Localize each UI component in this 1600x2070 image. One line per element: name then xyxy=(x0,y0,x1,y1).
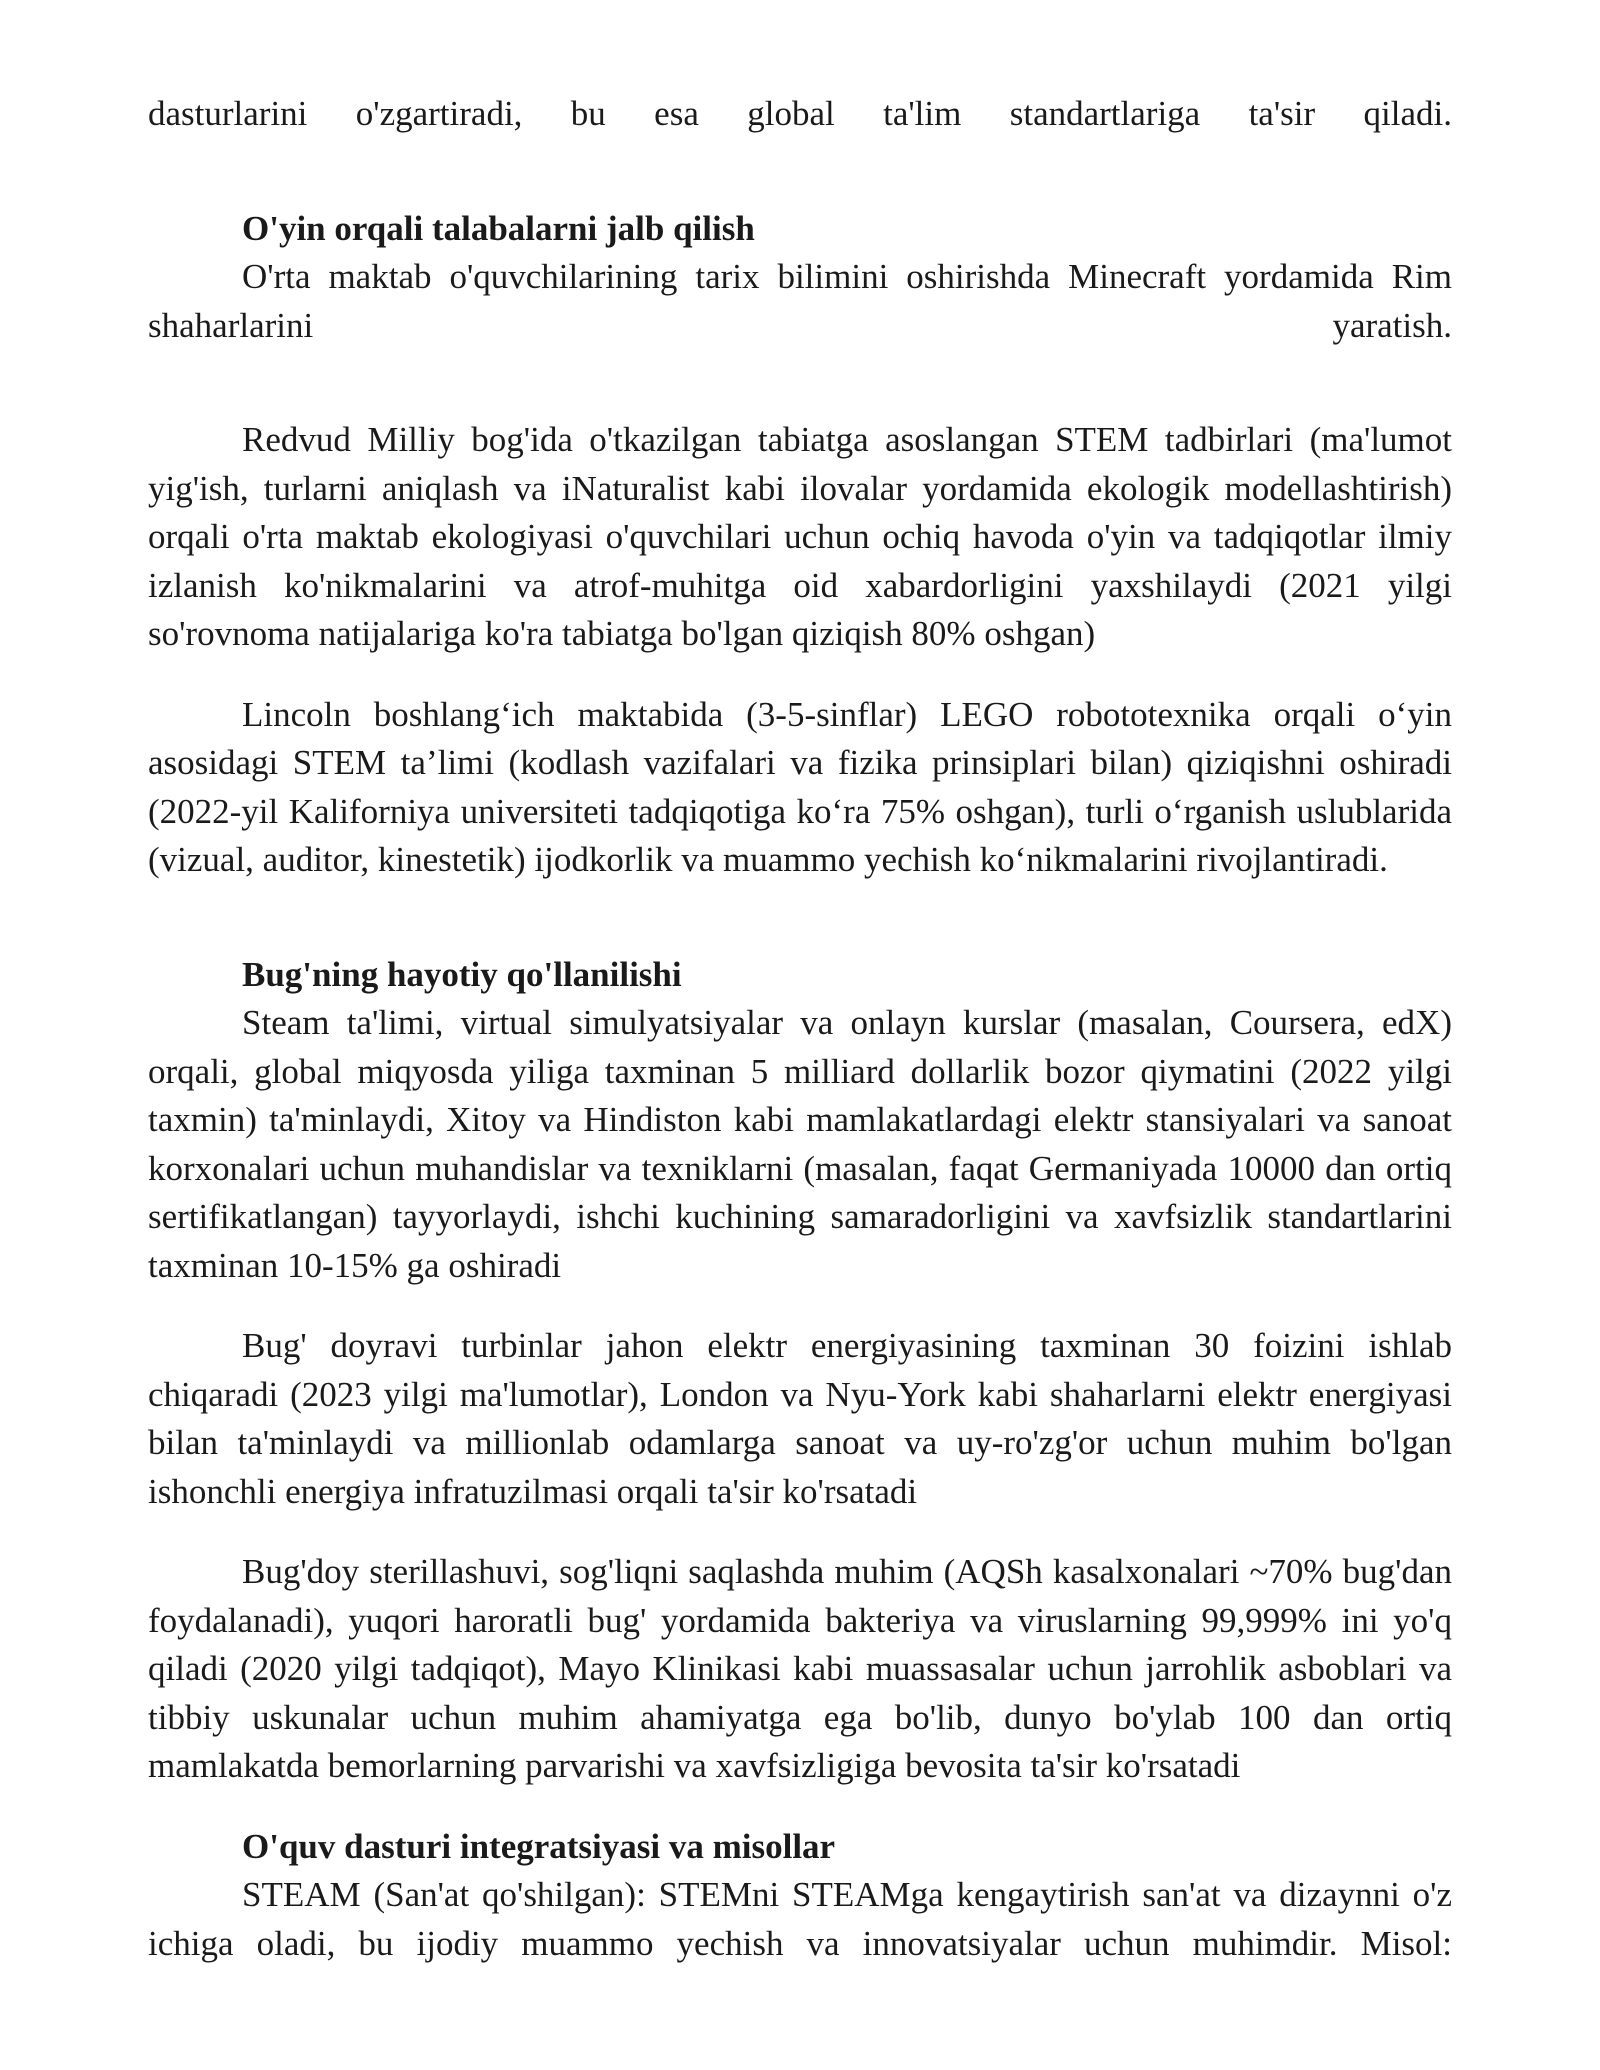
spacer xyxy=(148,885,1452,951)
paragraph-steam-sterilization: Bug'doy sterillashuvi, sog'liqni saqlashda muhim (AQSh kasalxonalari ~70% bug'dan foydalanadi), yuqori haroratli bug' yordamida bakteriya va viruslarning 99,999% ini yo'q qiladi (2020 yilgi tadqiqot), Mayo Klinikasi kabi muassasalar uchun jarrohlik asboblari va tibbiy uskunalar uchun muhim ahamiyatga ega bo'lib, dunyo bo'ylab 100 dan ortiq mamlakatda bemorlarning parvarishi va xavfsizligiga bevosita ta'sir ko'rsatadi xyxy=(148,1552,1452,1785)
spacer xyxy=(148,1791,1452,1823)
paragraph-steam-arts: STEAM (San'at qo'shilgan): STEMni STEAMga kengaytirish san'at va dizaynni o'z ichiga oladi, bu ijodiy muammo yechish va innovatsiyalar uchun muhimdir. Misol: xyxy=(148,1875,1452,1963)
document-page xyxy=(148,90,1452,1968)
intro-paragraph: dasturlarini o'zgartiradi, bu esa global ta'lim standartlariga ta'sir qiladi. xyxy=(148,94,1452,133)
spacer xyxy=(148,659,1452,691)
section-heading-curriculum: O'quv dasturi integratsiyasi va misollar xyxy=(242,1826,836,1866)
spacer xyxy=(148,139,1452,205)
paragraph-steam-education: Steam ta'limi, virtual simulyatsiyalar va onlayn kurslar (masalan, Coursera, edX) orqali, global miqyosda yiliga taxminan 5 milliard dollarlik bozor qiymatini (2022 yilgi taxmin) ta'minlaydi, Xitoy va Hindiston kabi mamlakatlardagi elektr stansiyalari va sanoat korxonalari uchun muhandislar va texniklarni (masalan, faqat Germaniyada 10000 dan ortiq sertifikatlangan) tayyorlaydi, ishchi kuchining samaradorligini va xavfsizlik standartlarini taxminan 10-15% ga oshiradi xyxy=(148,1003,1452,1285)
paragraph-lincoln: Lincoln boshlang‘ich maktabida (3-5-sinflar) LEGO robototexnika orqali o‘yin asosidagi STEM ta’limi (kodlash vazifalari va fizika prinsiplari bilan) qiziqishni oshiradi (2022-yil Kaliforniya universiteti tadqiqotiga ko‘ra 75% oshgan), turli o‘rganish uslublarida (vizual, auditor, kinestetik) ijodkorlik va muammo yechish ko‘nikmalarini rivojlantiradi. xyxy=(148,694,1452,879)
paragraph-minecraft: O'rta maktab o'quvchilarining tarix bilimini oshirishda Minecraft yordamida Rim shaharlarini yaratish. xyxy=(148,257,1452,345)
section-heading-steam-uses: Bug'ning hayotiy qo'llanilishi xyxy=(242,954,682,994)
paragraph-steam-turbines: Bug' doyravi turbinlar jahon elektr energiyasining taxminan 30 foizini ishlab chiqaradi (2023 yilgi ma'lumotlar), London va Nyu-York kabi shaharlarni elektr energiyasi bilan ta'minlaydi va millionlab odamlarga sanoat va uy-ro'zg'or uchun muhim bo'lgan ishonchli energiya infratuzilmasi orqali ta'sir ko'rsatadi xyxy=(148,1326,1452,1511)
paragraph-redwood: Redvud Milliy bog'ida o'tkazilgan tabiatga asoslangan STEM tadbirlari (ma'lumot yig'ish, turlarni aniqlash va iNaturalist kabi ilovalar yordamida ekologik modellashtirish) orqali o'rta maktab ekologiyasi o'quvchilari uchun ochiq havoda o'yin va tadqiqotlar ilmiy izlanish ko'nikmalarini va atrof-muhitga oid xabardorligini yaxshilaydi (2021 yilgi so'rovnoma natijalariga ko'ra tabiatga bo'lgan qiziqish 80% oshgan) xyxy=(148,420,1452,653)
spacer xyxy=(148,1516,1452,1548)
spacer xyxy=(148,350,1452,416)
section-heading-games: O'yin orqali talabalarni jalb qilish xyxy=(242,208,755,248)
spacer xyxy=(148,1290,1452,1322)
